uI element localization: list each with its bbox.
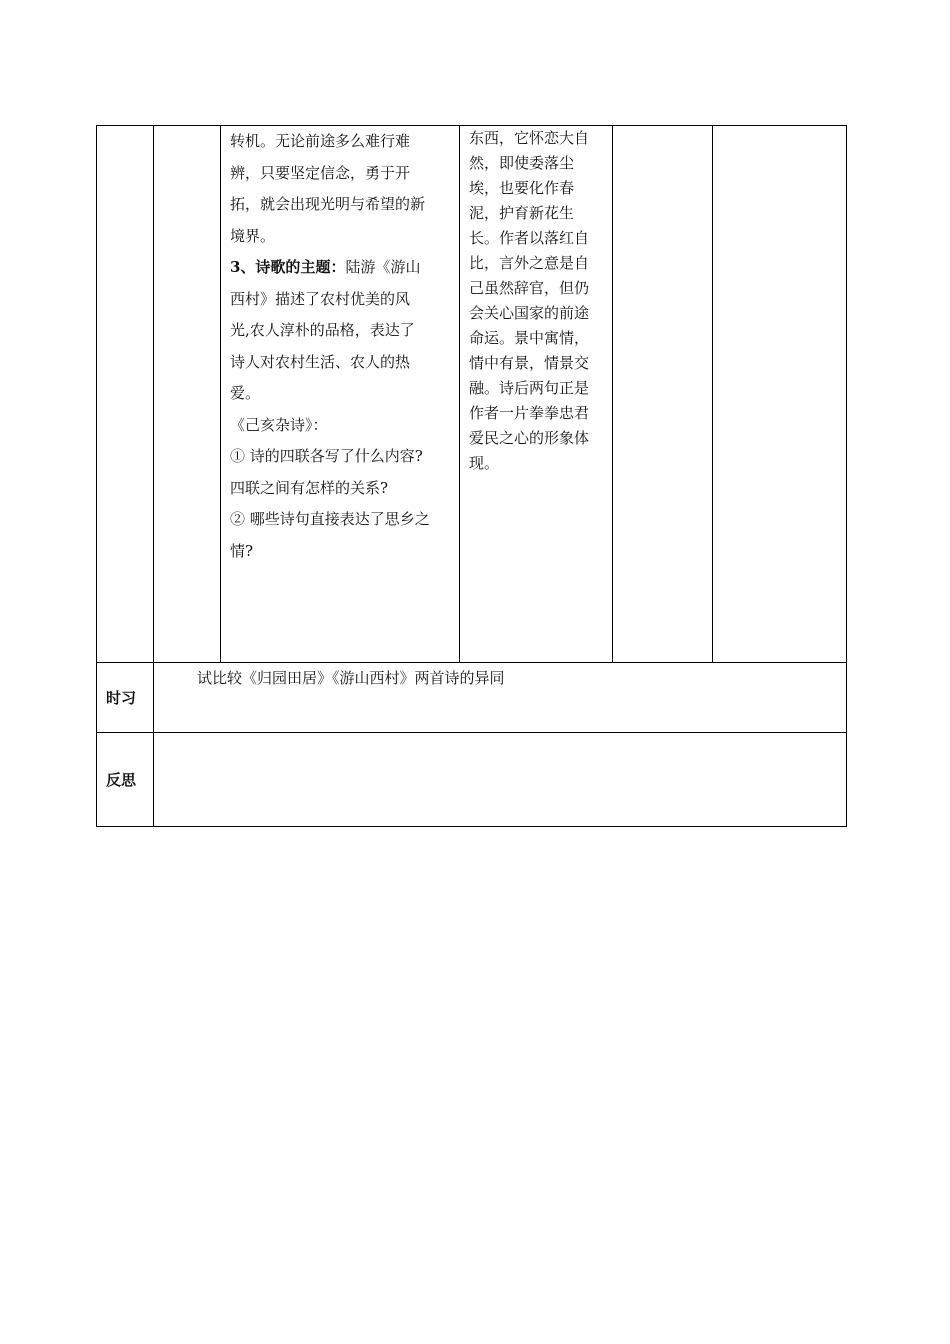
lesson-plan-table [96,125,847,827]
cell-empty-5 [613,126,713,663]
shixi-content: 试比较《归园田居》《游山西村》两首诗的异同 [154,663,847,733]
poem-title: 《己亥杂诗》： [230,415,328,434]
fansi-label: 反思 [97,733,154,827]
text-line: 会关心国家的前途 [469,304,590,322]
text-line: 然，即使委落尘 [469,154,575,172]
text-line: 比，言外之意是自 [469,254,590,272]
text-line: 东西，它怀恋大自 [469,129,590,147]
question-1: ① 诗的四联各写了什么内容? [230,447,423,465]
text-line: 转机。无论前途多么难行难 [230,132,411,150]
text-line: 命运。景中寓情， [469,329,590,347]
cell-empty-6 [713,126,847,663]
shixi-label: 时习 [97,663,154,733]
question-2: ② 哪些诗句直接表达了思乡之 [230,510,430,528]
text-line: 爱民之心的形象体 [469,429,590,447]
cell-teaching-content [221,126,460,663]
question-2-cont: 情? [230,541,254,560]
text-line: 泥，护育新花生 [469,204,575,222]
question-1-cont: 四联之间有怎样的关系? [230,478,389,497]
text-line: 埃，也要化作春 [469,179,575,197]
text-line: 己虽然辞官，但仍 [469,279,590,297]
text-line: 作者一片拳拳忠君 [469,404,590,422]
theme-label: 3、诗歌的主题： [230,258,346,276]
text-line: 拓，就会出现光明与希望的新 [230,195,426,213]
cell-empty-2 [154,126,221,663]
text-line: 辨，只要坚定信念，勇于开 [230,163,411,182]
text-line: 爱。 [230,384,261,402]
fansi-content [154,733,847,827]
text-line: 西村》描述了农村优美的风 [230,289,411,308]
text-line: 诗人对农村生活、农人的热 [230,352,411,371]
cell-analysis [460,126,613,663]
table-row-shixi [97,663,847,733]
text-line: 境界。 [230,226,276,245]
text-line: 融。诗后两句正是 [469,379,590,397]
table-row-fansi [97,733,847,827]
text-line: 长。作者以落红自 [469,229,590,247]
text-line: 情中有景，情景交 [469,354,590,372]
text-line: 陆游《游山 [345,258,421,276]
table-row-main [97,126,847,663]
text-line: 现。 [469,454,500,472]
cell-empty-1 [97,126,154,663]
text-line: 光,农人淳朴的品格，表达了 [230,321,415,339]
theme-line [230,252,453,284]
